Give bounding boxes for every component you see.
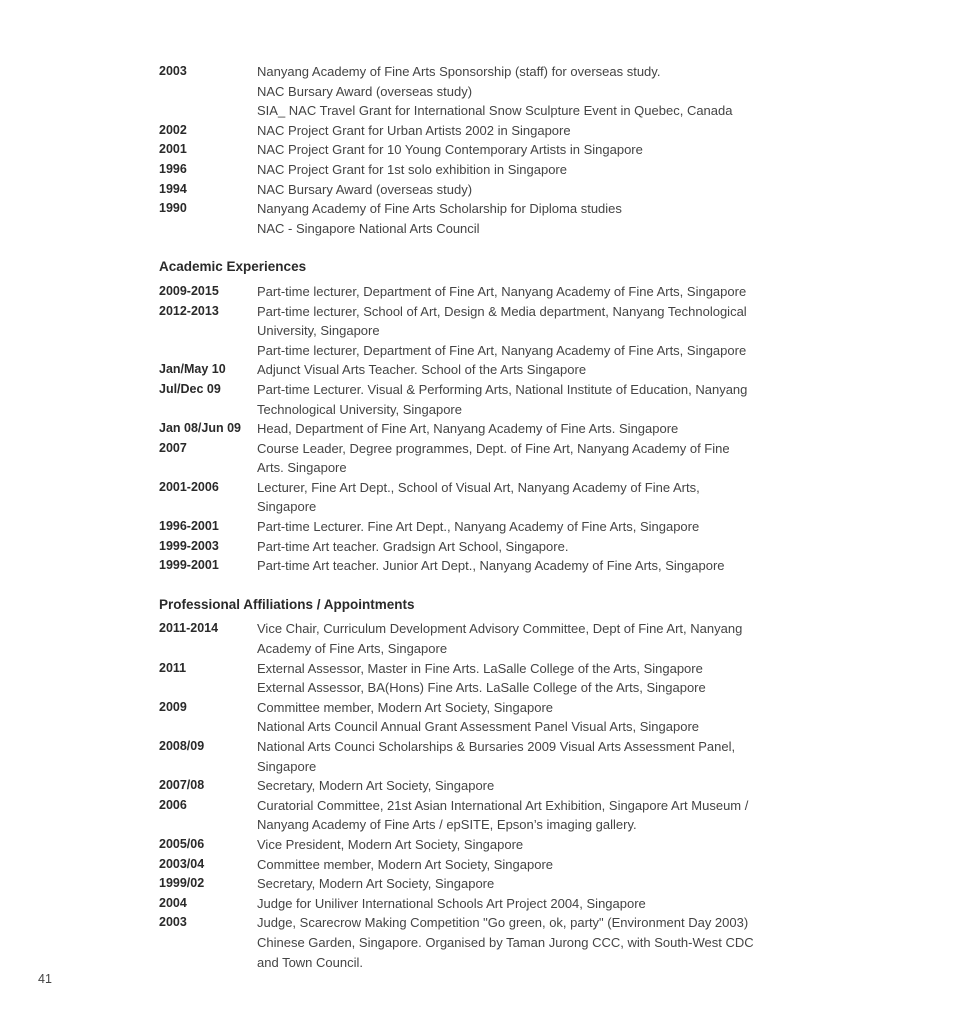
entry-year: [159, 717, 257, 737]
entry-line: Curatorial Committee, 21st Asian International Art Exhibition, Singapore Art Museum /: [257, 797, 749, 813]
entry-line: Nanyang Academy of Fine Arts / epSITE, Epson’s imaging gallery.: [257, 817, 637, 833]
cv-entry: [159, 659, 799, 679]
entry-year: 1999-2001: [159, 558, 219, 573]
academic-heading: Academic Experiences: [159, 259, 307, 275]
entry-line: Academy of Fine Arts, Singapore: [257, 641, 448, 657]
entry-year: [159, 219, 257, 239]
entry-line: Judge, Scarecrow Making Competition "Go green, ok, party" (Environment Day 2003): [257, 915, 749, 931]
entry-description: [257, 874, 799, 894]
entry-line: University, Singapore: [257, 323, 380, 339]
entry-description: [257, 302, 799, 341]
entry-line: Singapore: [257, 758, 317, 774]
cv-entry: [159, 360, 799, 380]
entry-year: 1996: [159, 161, 187, 176]
entry-year: 1999-2003: [159, 538, 219, 553]
entry-line: Part-time lecturer, School of Art, Design & Media department, Nanyang Technological: [257, 303, 747, 319]
entry-line: Singapore: [257, 499, 317, 515]
cv-entry: [159, 62, 799, 82]
entry-year: 2011: [159, 660, 187, 675]
cv-entry: [159, 101, 799, 121]
entry-description: [257, 478, 799, 517]
entry-description: [257, 160, 799, 180]
entry-description: [257, 556, 799, 576]
entry-line: NAC - Singapore National Arts Council: [257, 220, 480, 236]
entry-line: Committee member, Modern Art Society, Singapore: [257, 856, 553, 872]
entry-line: Judge for Uniliver International Schools Art Project 2004, Singapore: [257, 895, 646, 911]
entry-line: and Town Council.: [257, 954, 363, 970]
cv-entry: [159, 419, 799, 439]
entry-year: Jul/Dec 09: [159, 381, 221, 396]
cv-entry: [159, 219, 799, 239]
entry-year: 2009-2015: [159, 283, 219, 298]
cv-entry: [159, 717, 799, 737]
cv-entry: [159, 380, 799, 419]
entry-year: 2012-2013: [159, 303, 219, 318]
entry-year: 2008/09: [159, 739, 205, 753]
entry-line: Part-time Lecturer. Fine Art Dept., Nanyang Academy of Fine Arts, Singapore: [257, 519, 700, 535]
entry-year: 2006: [159, 797, 187, 812]
entry-line: Part-time Art teacher. Gradsign Art School, Singapore.: [257, 538, 569, 554]
entry-year: 1990: [159, 201, 187, 216]
entry-line: NAC Project Grant for 1st solo exhibition in Singapore: [257, 161, 567, 177]
cv-entry: [159, 874, 799, 894]
entry-line: Lecturer, Fine Art Dept., School of Visual Art, Nanyang Academy of Fine Arts,: [257, 479, 700, 495]
entry-description: [257, 140, 799, 160]
entry-year: [159, 341, 257, 361]
entry-description: [257, 62, 799, 82]
cv-entry: [159, 698, 799, 718]
entry-description: [257, 537, 799, 557]
entry-year: 2001: [159, 142, 187, 157]
entry-year: Jan/May 10: [159, 362, 226, 377]
entry-line: NAC Project Grant for 10 Young Contemporary Artists in Singapore: [257, 142, 643, 158]
entry-description: [257, 659, 799, 679]
entry-description: [257, 717, 799, 737]
entry-description: [257, 219, 799, 239]
entry-year: 2005/06: [159, 836, 205, 851]
cv-entry: [159, 302, 799, 341]
entry-line: NAC Project Grant for Urban Artists 2002 in Singapore: [257, 122, 571, 138]
cv-entry: [159, 140, 799, 160]
cv-entry: [159, 796, 799, 835]
cv-entry: [159, 776, 799, 796]
entry-line: Secretary, Modern Art Society, Singapore: [257, 778, 495, 794]
entry-description: [257, 199, 799, 219]
cv-entry: [159, 180, 799, 200]
entry-line: Nanyang Academy of Fine Arts Sponsorship (staff) for overseas study.: [257, 64, 661, 79]
affiliations-heading: Professional Affiliations / Appointments: [159, 596, 415, 612]
cv-entry: [159, 439, 799, 478]
affiliations-list: [159, 619, 799, 972]
entry-line: External Assessor, Master in Fine Arts. LaSalle College of the Arts, Singapore: [257, 660, 703, 676]
cv-entry: [159, 282, 799, 302]
cv-entry: [159, 556, 799, 576]
entry-description: [257, 341, 799, 361]
cv-entry: [159, 121, 799, 141]
entry-line: SIA_ NAC Travel Grant for International Snow Sculpture Event in Quebec, Canada: [257, 103, 733, 119]
cv-entry: [159, 913, 799, 972]
entry-description: [257, 678, 799, 698]
entry-description: [257, 619, 799, 658]
cv-entry: [159, 478, 799, 517]
cv-entry: [159, 894, 799, 914]
entry-line: Vice President, Modern Art Society, Singapore: [257, 836, 524, 852]
entry-year: 2002: [159, 122, 187, 137]
entry-line: National Arts Council Annual Grant Assessment Panel Visual Arts, Singapore: [257, 719, 700, 735]
entry-year: 2003: [159, 915, 187, 930]
entry-description: [257, 282, 799, 302]
entry-year: 2009: [159, 699, 187, 714]
entry-description: [257, 737, 799, 776]
cv-entry: [159, 199, 799, 219]
academic-list: [159, 282, 799, 576]
entry-year: 2007/08: [159, 778, 205, 793]
entry-year: [159, 82, 257, 102]
entry-year: 2007: [159, 440, 187, 455]
entry-line: Vice Chair, Curriculum Development Advisory Committee, Dept of Fine Art, Nanyang: [257, 621, 743, 637]
entry-line: Chinese Garden, Singapore. Organised by Taman Jurong CCC, with South-West CDC: [257, 934, 754, 950]
cv-entry: [159, 341, 799, 361]
entry-description: [257, 101, 799, 121]
entry-year: 2003: [159, 64, 187, 78]
entry-description: [257, 776, 799, 796]
entry-line: Part-time lecturer, Department of Fine Art, Nanyang Academy of Fine Arts, Singapore: [257, 342, 747, 358]
entry-year: Jan 08/Jun 09: [159, 421, 241, 436]
entry-description: [257, 796, 799, 835]
entry-line: Head, Department of Fine Art, Nanyang Academy of Fine Arts. Singapore: [257, 421, 679, 437]
cv-page: [159, 62, 799, 972]
entry-year: 2011-2014: [159, 621, 219, 636]
entry-line: External Assessor, BA(Hons) Fine Arts. LaSalle College of the Arts, Singapore: [257, 680, 706, 696]
entry-description: [257, 419, 799, 439]
entry-line: Course Leader, Degree programmes, Dept. of Fine Art, Nanyang Academy of Fine: [257, 440, 730, 456]
entry-description: [257, 180, 799, 200]
grants-list: [159, 62, 799, 238]
entry-year: [159, 101, 257, 121]
entry-description: [257, 894, 799, 914]
cv-entry: [159, 835, 799, 855]
entry-description: [257, 855, 799, 875]
cv-entry: [159, 537, 799, 557]
entry-line: Technological University, Singapore: [257, 401, 462, 417]
cv-entry: [159, 737, 799, 776]
entry-line: Secretary, Modern Art Society, Singapore: [257, 876, 495, 892]
entry-line: Adjunct Visual Arts Teacher. School of the Arts Singapore: [257, 362, 587, 378]
entry-line: Part-time lecturer, Department of Fine Art, Nanyang Academy of Fine Arts, Singapore: [257, 283, 747, 299]
entry-description: [257, 913, 799, 972]
entry-description: [257, 360, 799, 380]
entry-line: Nanyang Academy of Fine Arts Scholarship for Diploma studies: [257, 201, 622, 217]
cv-entry: [159, 160, 799, 180]
entry-description: [257, 439, 799, 478]
entry-description: [257, 82, 799, 102]
entry-line: National Arts Counci Scholarships & Bursaries 2009 Visual Arts Assessment Panel,: [257, 739, 736, 754]
cv-entry: [159, 517, 799, 537]
entry-line: NAC Bursary Award (overseas study): [257, 83, 473, 99]
entry-year: 2001-2006: [159, 479, 219, 494]
entry-year: 2004: [159, 895, 187, 910]
cv-entry: [159, 82, 799, 102]
cv-entry: [159, 678, 799, 698]
entry-line: Committee member, Modern Art Society, Singapore: [257, 699, 553, 715]
entry-line: NAC Bursary Award (overseas study): [257, 181, 473, 197]
entry-year: 1994: [159, 181, 187, 196]
entry-description: [257, 698, 799, 718]
entry-description: [257, 380, 799, 419]
entry-year: 2003/04: [159, 856, 205, 871]
entry-description: [257, 121, 799, 141]
entry-description: [257, 517, 799, 537]
entry-line: Part-time Lecturer. Visual & Performing Arts, National Institute of Education, Nanyang: [257, 381, 748, 397]
cv-entry: [159, 619, 799, 658]
entry-line: Part-time Art teacher. Junior Art Dept., Nanyang Academy of Fine Arts, Singapore: [257, 558, 725, 574]
entry-line: Arts. Singapore: [257, 460, 347, 476]
page-number: 41: [38, 972, 52, 986]
cv-entry: [159, 855, 799, 875]
entry-year: [159, 678, 257, 698]
entry-description: [257, 835, 799, 855]
entry-year: 1999/02: [159, 876, 205, 891]
entry-year: 1996-2001: [159, 519, 219, 534]
